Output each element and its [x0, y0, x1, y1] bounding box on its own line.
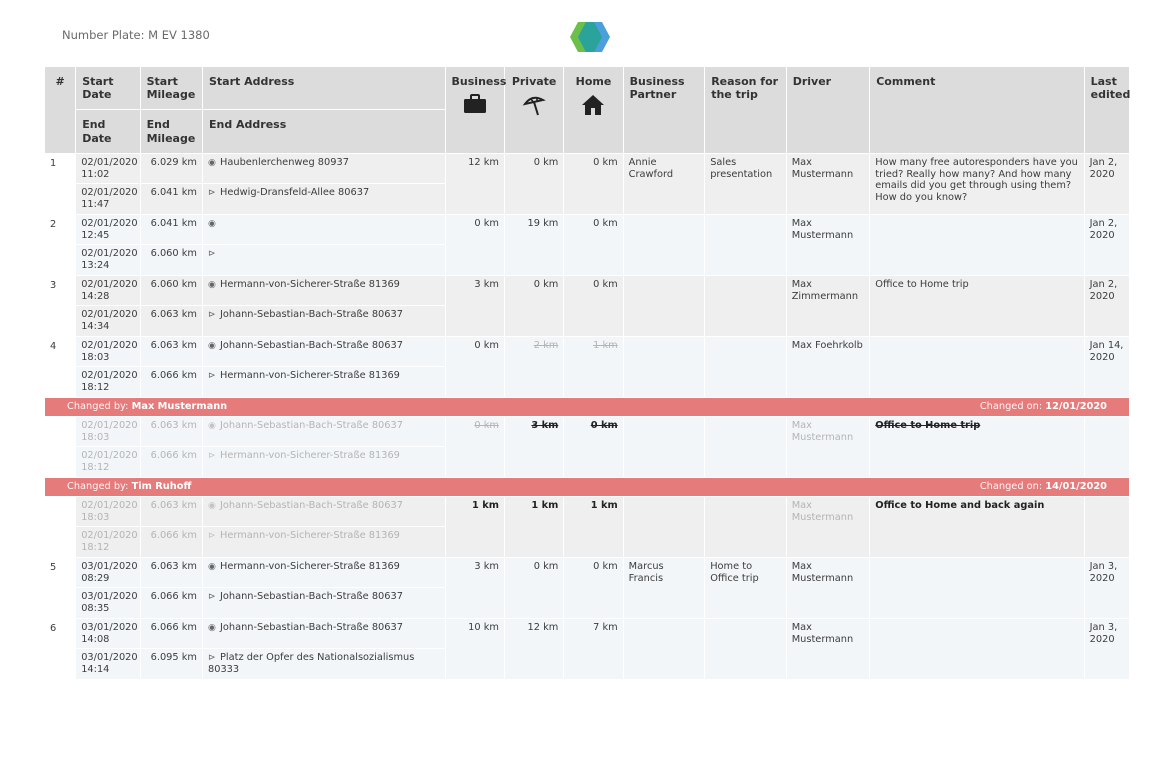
end-date: 02/01/2020 11:47	[76, 184, 139, 214]
finish-flag-icon: ⊳	[207, 653, 216, 664]
finish-flag-icon: ⊳	[207, 451, 216, 462]
end-date: 02/01/2020 18:12	[76, 447, 139, 477]
driver: Max Zimmermann	[787, 276, 870, 336]
private-distance: 0 km	[505, 154, 563, 214]
start-mileage: 6.060 km	[141, 276, 202, 306]
table-row[interactable]	[45, 154, 1129, 184]
trip-number: 2	[45, 215, 75, 275]
start-address-text: Hermann-von-Sicherer-Straße 81369	[219, 278, 400, 290]
end-address-text: Hermann-von-Sicherer-Straße 81369	[219, 370, 400, 382]
comment	[870, 558, 1083, 618]
logo-icon	[568, 18, 612, 56]
last-edited: Jan 2, 2020	[1085, 154, 1129, 214]
start-date: 03/01/2020 08:29	[76, 558, 139, 588]
trip-reason-empty	[705, 417, 786, 477]
business-partner	[624, 337, 705, 397]
changed-on-date: 12/01/2020	[1045, 400, 1107, 412]
changed-on-date: 14/01/2020	[1045, 480, 1107, 492]
finish-flag-icon: ⊳	[207, 531, 216, 542]
end-mileage: 6.060 km	[141, 245, 202, 275]
trip-number: 6	[45, 619, 75, 679]
home-distance: 0 km	[564, 215, 622, 275]
business-distance: 0 km	[446, 337, 504, 397]
change-bar-content	[45, 398, 1129, 416]
col-end-mileage[interactable]: End Mileage	[141, 110, 202, 152]
start-circle-icon: ◉	[207, 420, 216, 431]
comment	[870, 337, 1083, 397]
business-distance: 3 km	[446, 276, 504, 336]
end-date: 02/01/2020 18:12	[76, 367, 139, 397]
last-edited: Jan 14, 2020	[1085, 337, 1129, 397]
start-address-text: Hermann-von-Sicherer-Straße 81369	[219, 560, 400, 572]
start-mileage: 6.041 km	[141, 215, 202, 245]
last-edited: Jan 3, 2020	[1085, 558, 1129, 618]
comment: Office to Home trip	[870, 276, 1083, 336]
trip-reason: Home to Office trip	[705, 558, 786, 618]
driver: Max Mustermann	[787, 497, 870, 557]
start-address	[203, 276, 445, 306]
end-address-text: Hermann-von-Sicherer-Straße 81369	[219, 450, 400, 462]
start-mileage: 6.063 km	[141, 337, 202, 367]
private-distance: 2 km	[505, 337, 563, 397]
end-address-text: Platz der Opfer des Nationalsozialismus 80333	[207, 652, 415, 676]
home-distance: 0 km	[564, 558, 622, 618]
business-partner-empty	[624, 417, 705, 477]
business-partner: Marcus Francis	[624, 558, 705, 618]
last-edited-empty	[1085, 417, 1129, 477]
start-address	[203, 619, 445, 649]
change-history-bar[interactable]	[45, 478, 1129, 496]
finish-flag-icon: ⊳	[207, 188, 216, 199]
col-business-label: Business	[451, 75, 507, 88]
changed-on-group	[980, 401, 1107, 413]
col-home-label: Home	[575, 75, 612, 88]
col-start-mileage[interactable]: Start Mileage	[141, 67, 202, 109]
last-edited: Jan 2, 2020	[1085, 276, 1129, 336]
start-address	[203, 558, 445, 588]
end-address-text: Hermann-von-Sicherer-Straße 81369	[219, 530, 400, 542]
home-distance: 0 km	[564, 154, 622, 214]
end-address	[203, 184, 445, 214]
end-mileage: 6.066 km	[141, 588, 202, 618]
start-circle-icon: ◉	[207, 218, 216, 229]
end-address	[203, 527, 445, 557]
start-address-text: Johann-Sebastian-Bach-Straße 80637	[219, 339, 403, 351]
col-end-date[interactable]: End Date	[76, 110, 139, 152]
table-row[interactable]	[45, 276, 1129, 306]
home-distance: 0 km	[564, 417, 622, 477]
end-mileage: 6.066 km	[141, 527, 202, 557]
end-mileage: 6.095 km	[141, 649, 202, 679]
start-date: 02/01/2020 14:28	[76, 276, 139, 306]
comment	[870, 619, 1083, 679]
start-circle-icon: ◉	[207, 279, 216, 290]
number-plate: Number Plate: M EV 1380	[62, 28, 210, 42]
trip-reason: Sales presentation	[705, 154, 786, 214]
trip-reason	[705, 215, 786, 275]
trip-number: 4	[45, 337, 75, 397]
col-business-partner[interactable]: Business Partner	[624, 67, 705, 153]
briefcase-icon	[463, 94, 487, 114]
home-distance: 1 km	[564, 497, 622, 557]
start-date: 02/01/2020 12:45	[76, 215, 139, 245]
start-mileage: 6.063 km	[141, 417, 202, 447]
driver: Max Mustermann	[787, 154, 870, 214]
changed-by-label: Changed by:	[67, 480, 129, 492]
home-distance: 1 km	[564, 337, 622, 397]
end-address	[203, 588, 445, 618]
business-distance: 3 km	[446, 558, 504, 618]
comment: How many free autoresponders have you tried? Really how many? And how many emails did you get through using them? How do you know?	[870, 154, 1083, 214]
start-circle-icon: ◉	[207, 622, 216, 633]
start-address	[203, 154, 445, 184]
start-address-text: Haubenlerchenweg 80937	[219, 156, 349, 168]
home-distance: 0 km	[564, 276, 622, 336]
changed-by-name: Tim Ruhoff	[131, 480, 192, 492]
driver: Max Mustermann	[787, 417, 870, 477]
business-partner	[624, 619, 705, 679]
business-partner-empty	[624, 497, 705, 557]
col-business[interactable]	[446, 67, 507, 153]
start-date: 03/01/2020 14:08	[76, 619, 139, 649]
private-distance: 19 km	[505, 215, 563, 275]
start-address	[203, 215, 445, 245]
start-circle-icon: ◉	[207, 340, 216, 351]
business-partner: Annie Crawford	[624, 154, 705, 214]
end-address-text: Johann-Sebastian-Bach-Straße 80637	[219, 309, 403, 321]
trip-reason-empty	[705, 497, 786, 557]
page-header	[0, 0, 1175, 66]
end-address-text: Johann-Sebastian-Bach-Straße 80637	[219, 591, 403, 603]
trip-reason	[705, 619, 786, 679]
trip-number-empty	[45, 417, 75, 477]
table-row[interactable]	[45, 558, 1129, 588]
table-row	[45, 417, 1129, 447]
col-reason[interactable]: Reason for the trip	[705, 67, 786, 153]
start-mileage: 6.063 km	[141, 558, 202, 588]
end-address	[203, 447, 445, 477]
changed-on-label: Changed on:	[979, 480, 1043, 492]
end-date: 02/01/2020 18:12	[76, 527, 139, 557]
change-bar-content	[45, 478, 1129, 496]
business-distance: 12 km	[446, 154, 504, 214]
finish-flag-icon: ⊳	[207, 310, 216, 321]
driver: Max Mustermann	[787, 558, 870, 618]
business-distance: 1 km	[446, 497, 504, 557]
col-driver[interactable]: Driver	[787, 67, 870, 153]
finish-flag-icon: ⊳	[207, 592, 216, 603]
trip-log-table	[44, 66, 1130, 680]
driver: Max Mustermann	[787, 215, 870, 275]
changed-on-group	[980, 481, 1107, 493]
start-address	[203, 417, 445, 447]
last-edited: Jan 2, 2020	[1085, 215, 1129, 275]
driver: Max Mustermann	[787, 619, 870, 679]
changed-by-name: Max Mustermann	[131, 400, 228, 412]
end-address-text: Hedwig-Dransfeld-Allee 80637	[219, 187, 370, 199]
end-date: 02/01/2020 14:34	[76, 306, 139, 336]
start-address-text: Johann-Sebastian-Bach-Straße 80637	[219, 419, 403, 431]
end-address	[203, 306, 445, 336]
col-private-label: Private	[511, 75, 557, 88]
trip-number: 3	[45, 276, 75, 336]
start-date: 02/01/2020 18:03	[76, 417, 139, 447]
start-address	[203, 497, 445, 527]
start-circle-icon: ◉	[207, 561, 216, 572]
comment: Office to Home and back again	[870, 497, 1083, 557]
col-end-address[interactable]: End Address	[203, 110, 445, 152]
start-date: 02/01/2020 11:02	[76, 154, 139, 184]
private-distance: 1 km	[505, 497, 563, 557]
end-date: 03/01/2020 08:35	[76, 588, 139, 618]
change-history-bar[interactable]	[45, 398, 1129, 416]
trip-reason	[705, 276, 786, 336]
business-distance: 0 km	[446, 417, 504, 477]
end-date: 03/01/2020 14:14	[76, 649, 139, 679]
start-date: 02/01/2020 18:03	[76, 337, 139, 367]
business-distance: 0 km	[446, 215, 504, 275]
trip-number: 1	[45, 154, 75, 214]
start-circle-icon: ◉	[207, 157, 216, 168]
start-address-text: Johann-Sebastian-Bach-Straße 80637	[219, 621, 403, 633]
private-distance: 12 km	[505, 619, 563, 679]
private-distance: 0 km	[505, 558, 563, 618]
comment: Office to Home trip	[870, 417, 1083, 477]
trip-reason	[705, 337, 786, 397]
end-mileage: 6.066 km	[141, 447, 202, 477]
col-last-edited[interactable]: Last edited	[1085, 67, 1129, 153]
end-mileage: 6.041 km	[141, 184, 202, 214]
private-distance: 0 km	[505, 276, 563, 336]
trip-number: 5	[45, 558, 75, 618]
end-address	[203, 245, 445, 275]
home-distance: 7 km	[564, 619, 622, 679]
col-start-address[interactable]: Start Address	[203, 67, 445, 109]
beach-umbrella-icon	[522, 94, 546, 116]
business-distance: 10 km	[446, 619, 504, 679]
trip-number-empty	[45, 497, 75, 557]
table-row[interactable]	[45, 215, 1129, 245]
finish-flag-icon: ⊳	[207, 371, 216, 382]
col-private[interactable]	[505, 67, 563, 153]
end-mileage: 6.063 km	[141, 306, 202, 336]
table-row	[45, 497, 1129, 527]
changed-on-label: Changed on:	[979, 400, 1043, 412]
end-mileage: 6.066 km	[141, 367, 202, 397]
start-mileage: 6.066 km	[141, 619, 202, 649]
end-address	[203, 367, 445, 397]
col-home[interactable]	[564, 67, 622, 153]
start-mileage: 6.063 km	[141, 497, 202, 527]
start-circle-icon: ◉	[207, 500, 216, 511]
last-edited: Jan 3, 2020	[1085, 619, 1129, 679]
business-partner	[624, 276, 705, 336]
comment	[870, 215, 1083, 275]
table-row[interactable]	[45, 619, 1129, 649]
house-icon	[581, 94, 605, 116]
changed-by-label: Changed by:	[67, 400, 129, 412]
table-row[interactable]	[45, 337, 1129, 367]
start-mileage: 6.029 km	[141, 154, 202, 184]
end-date: 02/01/2020 13:24	[76, 245, 139, 275]
last-edited-empty	[1085, 497, 1129, 557]
finish-flag-icon: ⊳	[207, 249, 216, 260]
col-number: #	[45, 67, 75, 153]
end-address	[203, 649, 445, 679]
col-comment[interactable]: Comment	[870, 67, 1083, 153]
start-address	[203, 337, 445, 367]
driver: Max Foehrkolb	[787, 337, 870, 397]
start-date: 02/01/2020 18:03	[76, 497, 139, 527]
col-start-date[interactable]: Start Date	[76, 67, 139, 109]
business-partner	[624, 215, 705, 275]
private-distance: 3 km	[505, 417, 563, 477]
start-address-text: Johann-Sebastian-Bach-Straße 80637	[219, 499, 403, 511]
